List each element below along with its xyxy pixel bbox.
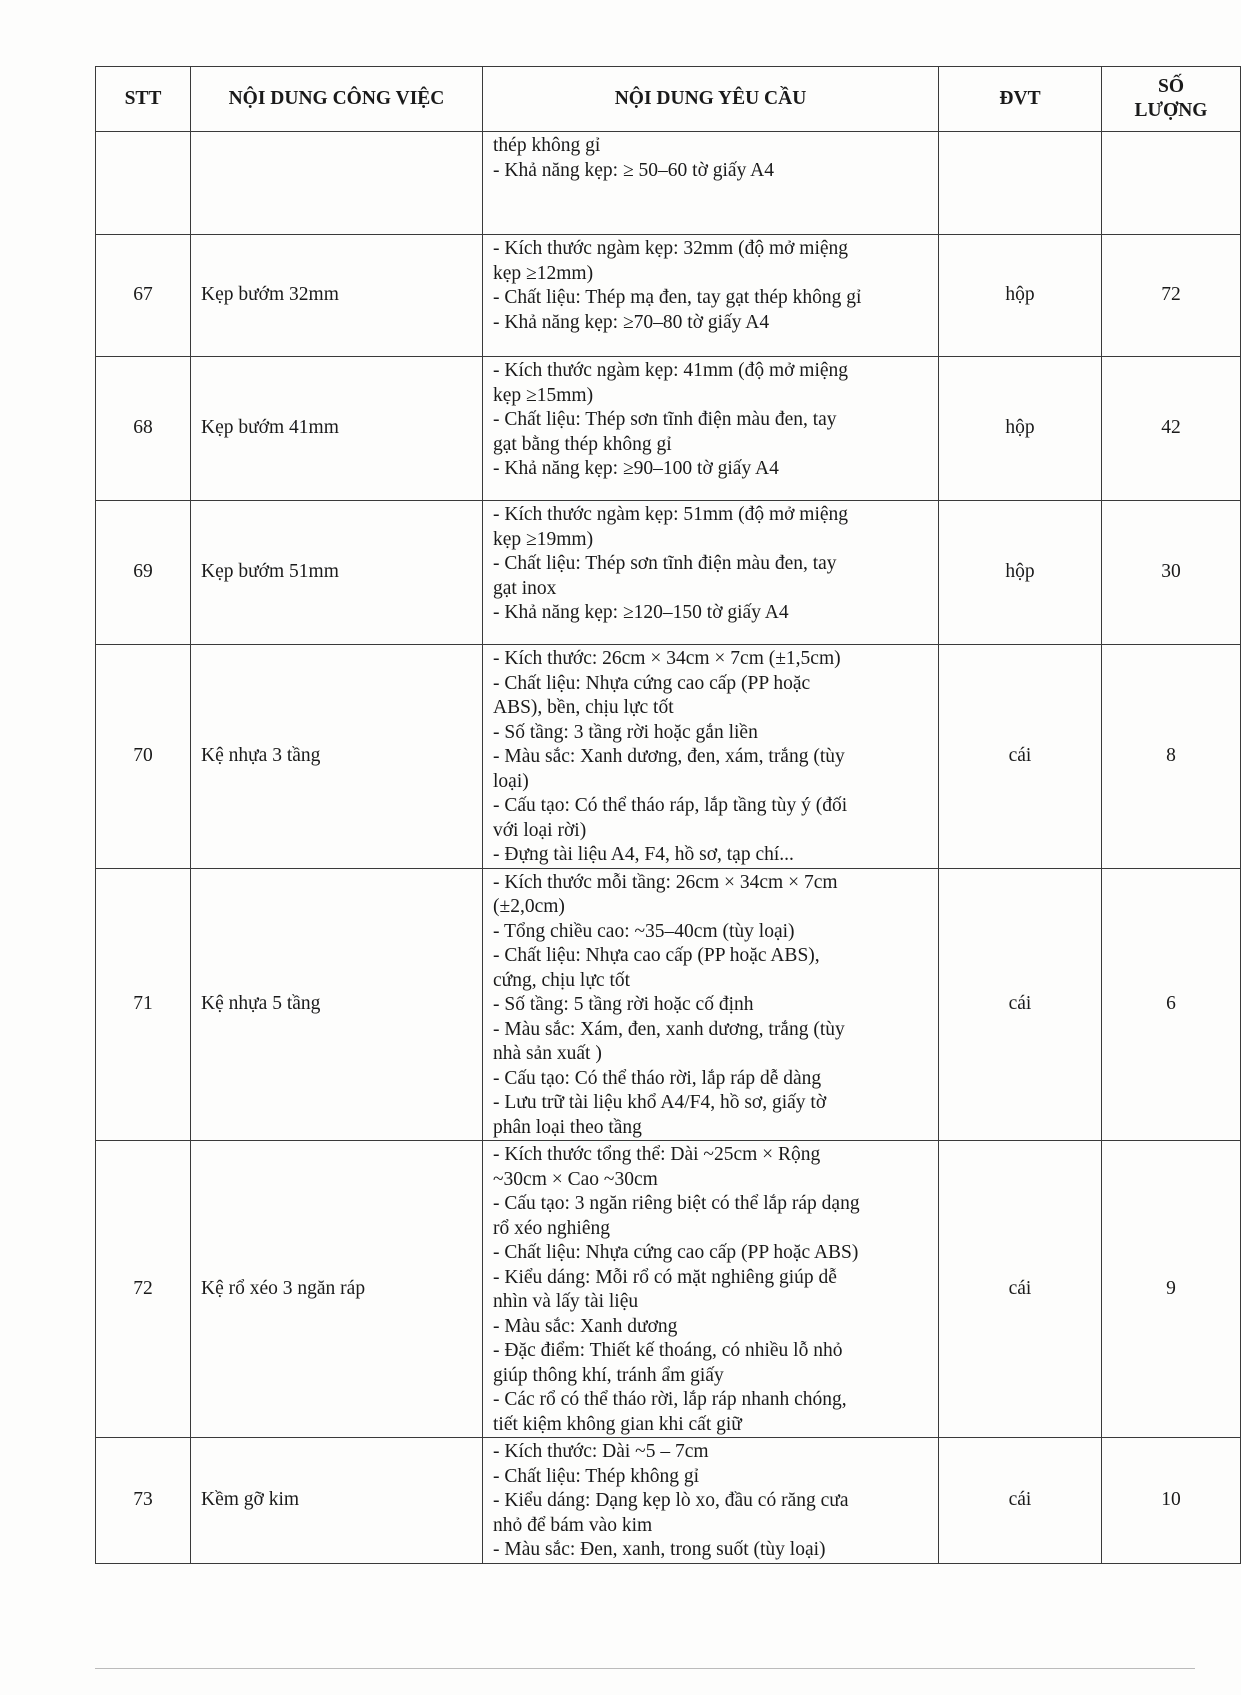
requirement-line: - Kiểu dáng: Dạng kẹp lò xo, đầu có răng cưa <box>493 1490 849 1511</box>
requirement-line: - Khả năng kẹp: ≥70–80 tờ giấy A4 <box>493 311 770 333</box>
row-requirements <box>483 1141 939 1438</box>
requirement-line: - Chất liệu: Thép không gỉ <box>493 1465 699 1487</box>
requirement-line: gạt inox <box>493 577 557 599</box>
requirement-line: - Khả năng kẹp: ≥90–100 tờ giấy A4 <box>493 458 779 479</box>
requirement-line: - Kiểu dáng: Mỗi rổ có mặt nghiêng giúp dễ <box>493 1266 837 1288</box>
requirement-line: - Kích thước ngàm kẹp: 41mm (độ mở miệng <box>493 360 849 381</box>
requirement-line: - Khả năng kẹp: ≥120–150 tờ giấy A4 <box>493 602 789 623</box>
requirement-line: nhỏ để bám vào kim <box>493 1514 653 1536</box>
requirement-line: kẹp ≥15mm) <box>493 384 594 406</box>
requirement-line: rổ xéo nghiêng <box>493 1217 610 1239</box>
row-task: Kẹp bướm 51mm <box>191 501 483 645</box>
table-header-row <box>96 67 1241 132</box>
row-task: Kẹp bướm 32mm <box>191 235 483 357</box>
requirement-line: - Đặc điểm: Thiết kế thoáng, có nhiều lỗ nhỏ <box>493 1340 843 1361</box>
row-quantity: 8 <box>1102 645 1241 869</box>
row-task: Kẹp bướm 41mm <box>191 357 483 501</box>
requirement-line: - Kích thước mỗi tầng: 26cm × 34cm × 7cm <box>493 871 838 893</box>
requirement-line: - Màu sắc: Đen, xanh, trong suốt (tùy loại) <box>493 1539 826 1560</box>
requirement-line: - Chất liệu: Nhựa cứng cao cấp (PP hoặc <box>493 672 811 694</box>
requirement-line: kẹp ≥12mm) <box>493 262 594 284</box>
requirement-line: - Chất liệu: Nhựa cao cấp (PP hoặc ABS), <box>493 945 820 966</box>
header-requirements: NỘI DUNG YÊU CẦU <box>483 67 939 132</box>
header-unit: ĐVT <box>939 67 1102 132</box>
requirement-line: giúp thông khí, tránh ẩm giấy <box>493 1364 724 1386</box>
requirement-line: ~30cm × Cao ~30cm <box>493 1168 658 1190</box>
requirement-line: - Số tầng: 3 tầng rời hoặc gắn liền <box>493 721 758 743</box>
requirement-line: thép không gỉ <box>493 135 601 156</box>
requirement-line: tiết kiệm không gian khi cất giữ <box>493 1413 742 1435</box>
requirement-line: nhà sản xuất ) <box>493 1043 602 1064</box>
row-stt: 71 <box>96 868 191 1141</box>
row-stt: 68 <box>96 357 191 501</box>
row-requirements <box>483 868 939 1141</box>
requirement-line: - Cấu tạo: Có thể tháo rời, lắp ráp dễ dàng <box>493 1067 822 1089</box>
requirement-line: - Kích thước: 26cm × 34cm × 7cm (±1,5cm) <box>493 648 841 669</box>
row-quantity: 42 <box>1102 357 1241 501</box>
supplies-table <box>95 66 1241 1564</box>
requirement-line: kẹp ≥19mm) <box>493 528 594 550</box>
row-requirements <box>483 132 939 235</box>
requirement-line: - Chất liệu: Thép sơn tĩnh điện màu đen, tay <box>493 553 837 574</box>
row-task: Kệ nhựa 3 tầng <box>191 645 483 869</box>
requirement-line: - Kích thước: Dài ~5 – 7cm <box>493 1441 709 1462</box>
table-row <box>96 357 1241 501</box>
requirement-line: - Đựng tài liệu A4, F4, hồ sơ, tạp chí... <box>493 844 794 865</box>
requirement-line: ABS), bền, chịu lực tốt <box>493 697 674 718</box>
row-stt <box>96 132 191 235</box>
row-requirements <box>483 501 939 645</box>
row-unit: cái <box>939 868 1102 1141</box>
row-task: Kệ nhựa 5 tầng <box>191 868 483 1141</box>
requirement-line: - Khả năng kẹp: ≥ 50–60 tờ giấy A4 <box>493 159 774 181</box>
requirement-line: - Cấu tạo: Có thể tháo ráp, lắp tầng tùy ý (đối <box>493 795 848 816</box>
page-bottom-rule <box>95 1668 1195 1669</box>
row-requirements <box>483 235 939 357</box>
requirement-line: loại) <box>493 770 529 792</box>
row-unit: cái <box>939 1141 1102 1438</box>
requirement-line: phân loại theo tầng <box>493 1116 642 1138</box>
table-row <box>96 501 1241 645</box>
requirement-line: nhìn và lấy tài liệu <box>493 1291 639 1312</box>
requirement-line: - Lưu trữ tài liệu khổ A4/F4, hồ sơ, giấy tờ <box>493 1092 827 1113</box>
requirement-line: - Kích thước ngàm kẹp: 51mm (độ mở miệng <box>493 504 849 525</box>
header-quantity-line1: SỐ <box>1157 75 1184 97</box>
row-stt: 70 <box>96 645 191 869</box>
row-unit <box>939 132 1102 235</box>
row-quantity: 10 <box>1102 1438 1241 1564</box>
row-requirements <box>483 357 939 501</box>
requirement-line: - Tổng chiều cao: ~35–40cm (tùy loại) <box>493 920 795 942</box>
row-task <box>191 132 483 235</box>
row-stt: 67 <box>96 235 191 357</box>
row-unit: cái <box>939 1438 1102 1564</box>
row-quantity: 72 <box>1102 235 1241 357</box>
row-task: Kệ rổ xéo 3 ngăn ráp <box>191 1141 483 1438</box>
header-task: NỘI DUNG CÔNG VIỆC <box>191 67 483 132</box>
header-stt: STT <box>96 67 191 132</box>
table-row <box>96 1141 1241 1438</box>
requirement-line: - Chất liệu: Thép sơn tĩnh điện màu đen, tay <box>493 409 837 430</box>
requirement-line: - Màu sắc: Xám, đen, xanh dương, trắng (tùy <box>493 1018 845 1040</box>
requirement-line: - Các rổ có thể tháo rời, lắp ráp nhanh chóng, <box>493 1389 847 1410</box>
table-row <box>96 645 1241 869</box>
requirement-line: - Chất liệu: Thép mạ đen, tay gạt thép không gỉ <box>493 287 862 308</box>
requirement-line: - Kích thước tổng thể: Dài ~25cm × Rộng <box>493 1144 821 1165</box>
requirement-line: - Màu sắc: Xanh dương, đen, xám, trắng (tùy <box>493 746 845 767</box>
requirement-line: (±2,0cm) <box>493 896 565 917</box>
requirement-line: với loại rời) <box>493 819 587 841</box>
row-quantity <box>1102 132 1241 235</box>
table-row <box>96 868 1241 1141</box>
row-unit: hộp <box>939 501 1102 645</box>
row-quantity: 6 <box>1102 868 1241 1141</box>
row-unit: hộp <box>939 357 1102 501</box>
table-row <box>96 1438 1241 1564</box>
table-row <box>96 132 1241 235</box>
row-unit: cái <box>939 645 1102 869</box>
row-unit: hộp <box>939 235 1102 357</box>
row-stt: 73 <box>96 1438 191 1564</box>
row-requirements <box>483 645 939 869</box>
table-body <box>96 132 1241 1564</box>
table-row <box>96 235 1241 357</box>
row-stt: 72 <box>96 1141 191 1438</box>
row-requirements <box>483 1438 939 1564</box>
requirement-line: - Chất liệu: Nhựa cứng cao cấp (PP hoặc ABS) <box>493 1242 859 1263</box>
requirement-line: - Kích thước ngàm kẹp: 32mm (độ mở miệng <box>493 238 849 259</box>
row-task: Kềm gỡ kim <box>191 1438 483 1564</box>
row-quantity: 30 <box>1102 501 1241 645</box>
requirement-line: - Màu sắc: Xanh dương <box>493 1315 678 1337</box>
row-stt: 69 <box>96 501 191 645</box>
requirement-line: - Số tầng: 5 tầng rời hoặc cố định <box>493 994 754 1015</box>
header-quantity-line2: LƯỢNG <box>1134 100 1208 121</box>
requirement-line: gạt bằng thép không gỉ <box>493 433 672 455</box>
requirement-line: - Cấu tạo: 3 ngăn riêng biệt có thể lắp ráp dạng <box>493 1193 860 1214</box>
row-quantity: 9 <box>1102 1141 1241 1438</box>
requirement-line: cứng, chịu lực tốt <box>493 969 631 991</box>
header-quantity <box>1102 67 1241 132</box>
